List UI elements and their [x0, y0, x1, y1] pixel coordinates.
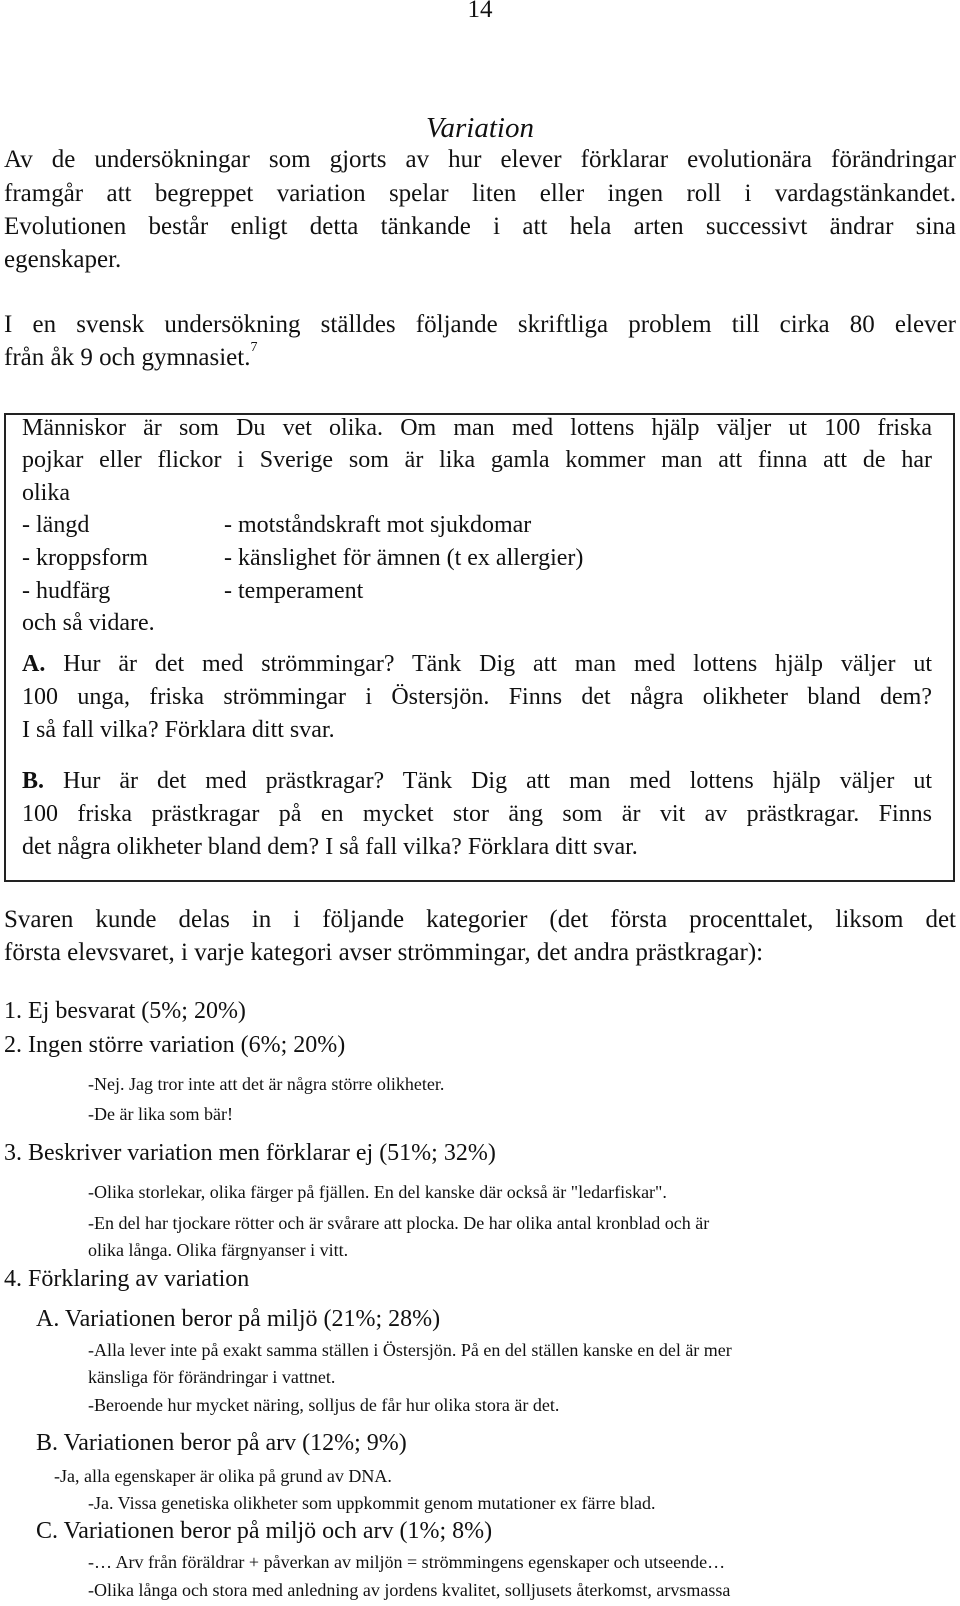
category-4: 4. Förklaring av variation — [4, 1266, 250, 1292]
quote: -Beroende hur mycket näring, solljus de får hur olika stora är det. — [88, 1395, 560, 1415]
intro-line: Evolutionen består enligt detta tänkande i att hela arten successivt ändrar sina — [4, 213, 956, 240]
question-b-line: 100 friska prästkragar på en mycket stor äng som är vit av prästkragar. Finns — [22, 801, 932, 827]
trait-right: - känslighet för ämnen (t ex allergier) — [224, 545, 584, 571]
intro-line: Av de undersökningar som gjorts av hur elever förklarar evolutionära förändringar — [4, 146, 956, 173]
study-line: I en svensk undersökning ställdes följande skriftliga problem till cirka 80 elever — [4, 311, 956, 338]
trait-right: - temperament — [224, 578, 364, 604]
intro-line: framgår att begreppet variation spelar liten eller ingen roll i vardagstänkandet. — [4, 180, 956, 207]
quote: känsliga för förändringar i vattnet. — [88, 1367, 336, 1387]
box-line: olika — [22, 480, 70, 506]
trait-left: - längd — [22, 512, 90, 538]
quote: -Olika storlekar, olika färger på fjällen. En del kanske där också är "ledarfiskar". — [88, 1182, 667, 1202]
box-etc: och så vidare. — [22, 610, 155, 636]
footnote-ref: 7 — [250, 340, 258, 355]
question-a-label: A. — [22, 651, 46, 677]
box-line: Människor är som Du vet olika. Om man med lottens hjälp väljer ut 100 friska — [22, 415, 932, 441]
category-2: 2. Ingen större variation (6%; 20%) — [4, 1032, 346, 1058]
box-line: pojkar eller flickor i Sverige som är lika gamla kommer man att finna att de har — [22, 447, 932, 473]
question-a-line: 100 unga, friska strömmingar i Östersjön. Finns det några olikheter bland dem? — [22, 684, 932, 710]
quote: -De är lika som bär! — [88, 1104, 233, 1124]
trait-row — [22, 545, 932, 572]
study-line: från åk 9 och gymnasiet.$^7$ — [4, 340, 258, 371]
category-4b: B. Variationen beror på arv (12%; 9%) — [36, 1430, 407, 1456]
question-b-line: B. Hur är det med prästkragar? Tänk Dig att man med lottens hjälp väljer ut — [22, 768, 932, 794]
quote: -Ja, alla egenskaper är olika på grund av DNA. — [54, 1466, 392, 1486]
question-b-label: B. — [22, 768, 45, 794]
category-4c: C. Variationen beror på miljö och arv (1%; 8%) — [36, 1518, 493, 1544]
trait-row — [22, 578, 932, 605]
quote: olika långa. Olika färgnyanser i vitt. — [88, 1240, 349, 1260]
section-title: Variation — [426, 112, 534, 144]
question-a-line: A. Hur är det med strömmingar? Tänk Dig att man med lottens hjälp väljer ut — [22, 651, 933, 677]
question-b-line: det några olikheter bland dem? I så fall vilka? Förklara ditt svar. — [22, 834, 638, 860]
quote: -En del har tjockare rötter och är svårare att plocka. De har olika antal kronblad och är — [88, 1213, 710, 1233]
trait-left: - kroppsform — [22, 545, 148, 571]
page-number: 14 — [467, 0, 493, 23]
quote: -… Arv från föräldrar + påverkan av miljön = strömmingens egenskaper och utseende… — [88, 1552, 726, 1572]
trait-right: - motståndskraft mot sjukdomar — [224, 512, 532, 538]
quote: -Alla lever inte på exakt samma ställen i Östersjön. På en del ställen kanske en del är mer — [88, 1340, 732, 1360]
answers-intro-line: första elevsvaret, i varje kategori avser strömmingar, det andra prästkragar): — [4, 939, 764, 966]
question-a-line: I så fall vilka? Förklara ditt svar. — [22, 717, 335, 743]
quote: -Nej. Jag tror inte att det är några större olikheter. — [88, 1074, 445, 1094]
quote: -Olika långa och stora med anledning av jordens kvalitet, solljusets återkomst, arvsmassa — [88, 1580, 731, 1600]
answers-intro-line: Svaren kunde delas in i följande kategorier (det första procenttalet, liksom det — [4, 906, 956, 933]
intro-line: egenskaper. — [4, 246, 122, 273]
trait-left: - hudfärg — [22, 578, 111, 604]
quote: -Ja. Vissa genetiska olikheter som uppkommit genom mutationer ex färre blad. — [88, 1493, 656, 1513]
category-4a: A. Variationen beror på miljö (21%; 28%) — [36, 1306, 441, 1332]
category-1: 1. Ej besvarat (5%; 20%) — [4, 998, 246, 1024]
category-3: 3. Beskriver variation men förklarar ej (51%; 32%) — [4, 1140, 496, 1166]
trait-row — [22, 512, 932, 539]
